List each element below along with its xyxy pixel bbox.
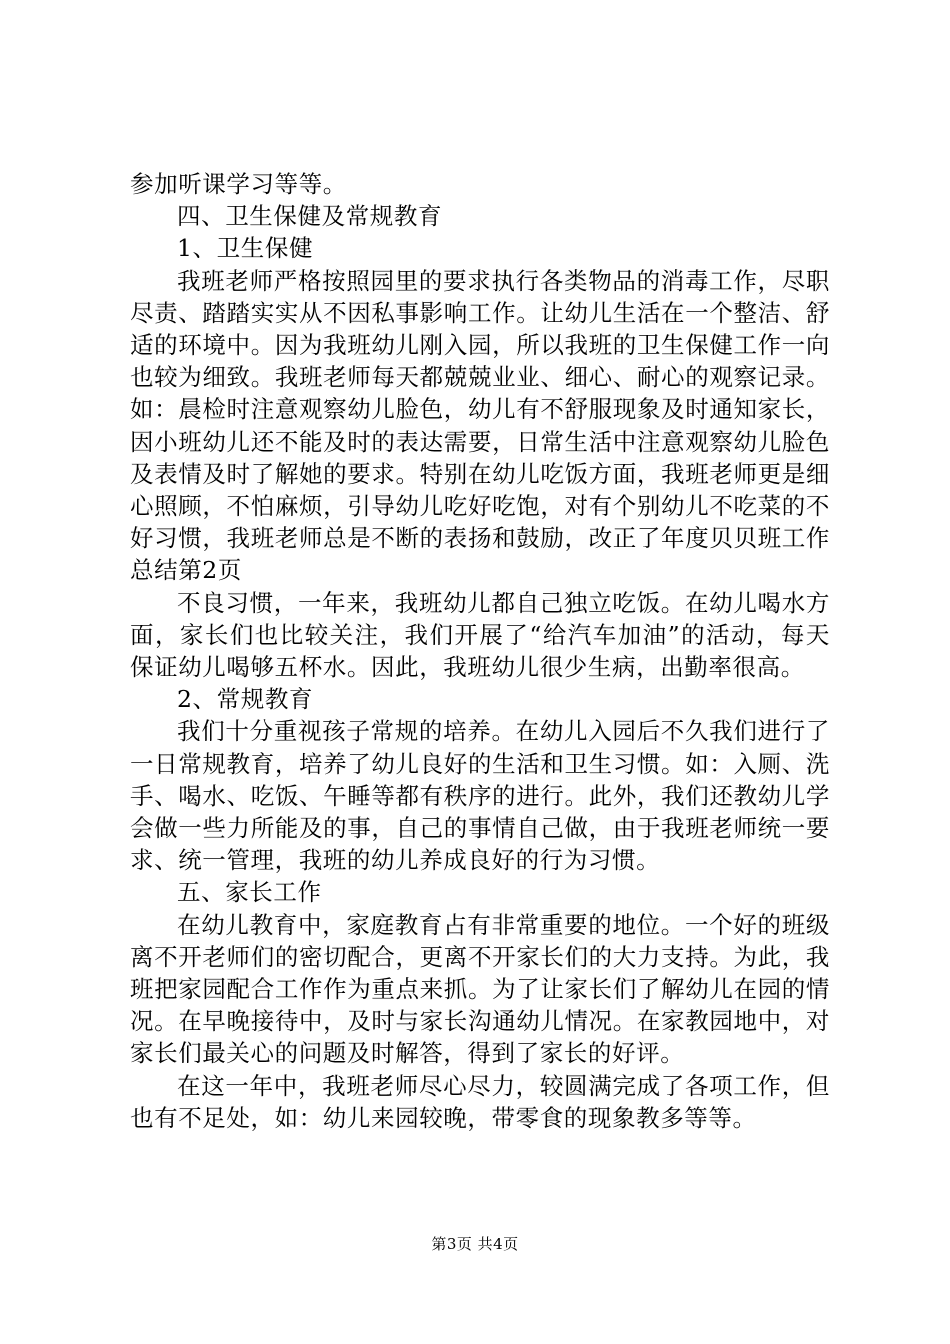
section-heading-hygiene-routine: 四、卫生保健及常规教育 — [177, 202, 443, 231]
page-footer: 第3页 共4页 — [431, 1235, 519, 1253]
subheading-routine-education: 2、常规教育 — [177, 685, 314, 714]
paragraph-parent-work: 在幼儿教育中，家庭教育占有非常重要的地位。一个好的班级离不开老师们的密切配合，更离不开家长们的大力支持。为此，我班把家园配合工作作为重点来抓。为了让家长们了解幼儿在园的情况。在早晚接待中，及时与家长沟通幼儿情况。在家教园地中，对家长们最关心的问题及时解答，得到了家长的好评。 — [130, 910, 830, 1068]
paragraph-continuation: 参加听课学习等等。 — [130, 170, 347, 198]
section-heading-parent-work: 五、家长工作 — [177, 878, 322, 907]
document-body — [130, 168, 830, 1134]
paragraph-summary: 在这一年中，我班老师尽心尽力，较圆满完成了各项工作，但也有不足处，如：幼儿来园较晚，带零食的现象教多等等。 — [130, 1071, 830, 1132]
paragraph-habits: 不良习惯，一年来，我班幼儿都自己独立吃饭。在幼儿喝水方面，家长们也比较关注，我们开展了“给汽车加油”的活动，每天保证幼儿喝够五杯水。因此，我班幼儿很少生病，出勤率很高。 — [130, 588, 830, 682]
paragraph-routine-education: 我们十分重视孩子常规的培养。在幼儿入园后不久我们进行了一日常规教育，培养了幼儿良好的生活和卫生习惯。如：入厕、洗手、喝水、吃饭、午睡等都有秩序的进行。此外，我们还教幼儿学会做一些力所能及的事，自己的事情自己做，由于我班老师统一要求、统一管理，我班的幼儿养成良好的行为习惯。 — [130, 717, 830, 875]
paragraph-hygiene: 我班老师严格按照园里的要求执行各类物品的消毒工作，尽职尽责、踏踏实实从不因私事影响工作。让幼儿生活在一个整洁、舒适的环境中。因为我班幼儿刚入园，所以我班的卫生保健工作一向也较为细致。我班老师每天都兢兢业业、细心、耐心的观察记录。如：晨检时注意观察幼儿脸色，幼儿有不舒服现象及时通知家长，因小班幼儿还不能及时的表达需要，日常生活中注意观察幼儿脸色及表情及时了解她的要求。特别在幼儿吃饭方面，我班老师更是细心照顾，不怕麻烦，引导幼儿吃好吃饱，对有个别幼儿不吃菜的不好习惯，我班老师总是不断的表扬和鼓励，改正了年度贝贝班工作总结第2页 — [130, 266, 830, 585]
subheading-hygiene: 1、卫生保健 — [177, 234, 314, 263]
